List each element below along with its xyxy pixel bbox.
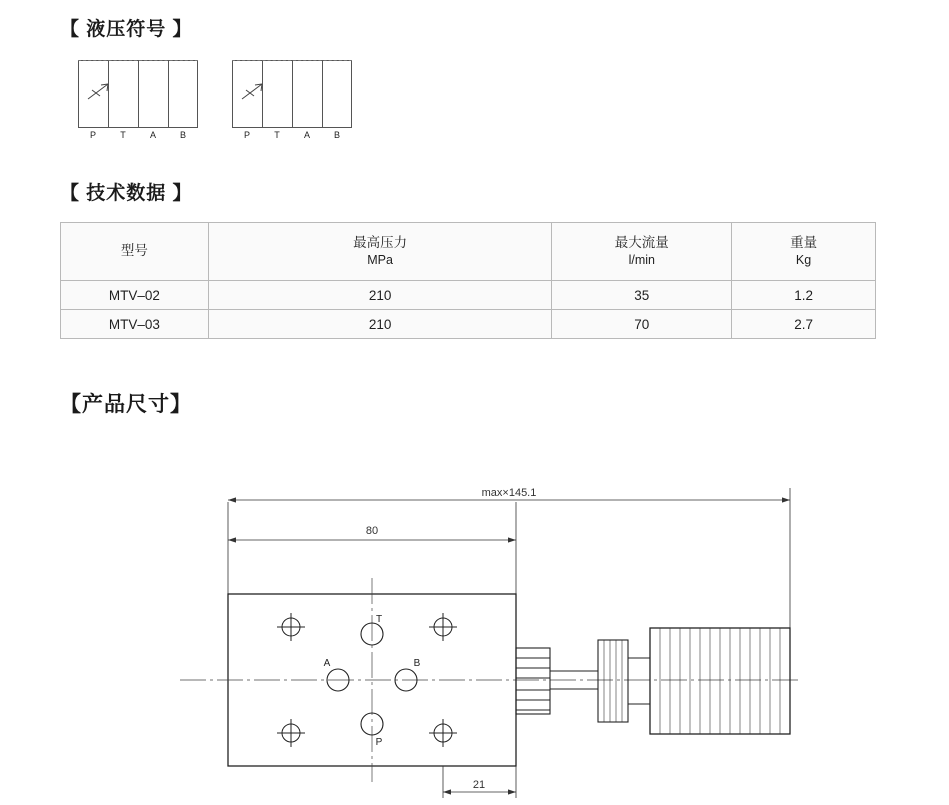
cell-weight: 2.7 bbox=[732, 310, 876, 339]
symbol-port-label-row bbox=[232, 130, 352, 144]
symbol-dashed-line bbox=[232, 60, 352, 61]
cell-max-pressure: 210 bbox=[208, 281, 552, 310]
cell-max-flow: 35 bbox=[552, 281, 732, 310]
table-header-model bbox=[61, 223, 209, 281]
cell-max-pressure: 210 bbox=[208, 310, 552, 339]
technical-data-table bbox=[60, 222, 876, 339]
section-heading-product-dimension: 【产品尺寸】 bbox=[60, 393, 192, 416]
dimension-label-overall: max×145.1 bbox=[481, 487, 537, 499]
header-main-text: 型号 bbox=[120, 243, 148, 259]
section-heading-technical-data: 【 技术数据 】 bbox=[60, 183, 193, 204]
port-label-b: B bbox=[179, 130, 187, 140]
port-label-a: A bbox=[149, 130, 157, 140]
symbol-throttle-arrow-icon bbox=[86, 82, 112, 102]
table-header-row bbox=[61, 223, 876, 281]
hydraulic-symbol-diagram-2 bbox=[232, 60, 352, 140]
symbol-divider bbox=[168, 60, 169, 128]
table-row bbox=[61, 281, 876, 310]
drawing-port-label-b: B bbox=[413, 658, 421, 669]
symbol-throttle-arrow-icon bbox=[240, 82, 266, 102]
cell-model: MTV–03 bbox=[61, 310, 209, 339]
symbol-divider bbox=[322, 60, 323, 128]
header-main-text: 重量 bbox=[790, 234, 818, 250]
symbol-port-label-row bbox=[78, 130, 198, 144]
drawing-port-label-a: A bbox=[323, 658, 331, 669]
table-row bbox=[61, 310, 876, 339]
table-header-max-flow bbox=[552, 223, 732, 281]
hydraulic-symbol-diagram-1 bbox=[78, 60, 198, 140]
cell-max-flow: 70 bbox=[552, 310, 732, 339]
table-header-max-pressure bbox=[208, 223, 552, 281]
cell-weight: 1.2 bbox=[732, 281, 876, 310]
header-sub-text: MPa bbox=[367, 253, 393, 268]
symbol-dashed-line bbox=[78, 60, 198, 61]
port-label-b: B bbox=[333, 130, 341, 140]
dimension-label-body-width: 80 bbox=[365, 525, 379, 537]
port-label-p: P bbox=[243, 130, 251, 140]
port-label-t: T bbox=[120, 130, 126, 140]
header-main-text: 最高压力 bbox=[353, 234, 408, 250]
header-main-text: 最大流量 bbox=[614, 234, 669, 250]
product-dimension-drawing bbox=[0, 452, 949, 805]
port-label-p: P bbox=[89, 130, 97, 140]
table-header-weight bbox=[732, 223, 876, 281]
cell-model: MTV–02 bbox=[61, 281, 209, 310]
section-heading-hydraulic-symbol: 【 液压符号 】 bbox=[60, 19, 193, 40]
port-label-a: A bbox=[303, 130, 311, 140]
header-sub-text: Kg bbox=[795, 253, 812, 268]
symbol-divider bbox=[138, 60, 139, 128]
drawing-port-label-p: P bbox=[375, 737, 383, 748]
dimension-label-bottom: 21 bbox=[472, 779, 486, 791]
drawing-port-label-t: T bbox=[375, 614, 383, 625]
header-sub-text: l/min bbox=[628, 253, 655, 268]
dimension-drawing-svg bbox=[0, 452, 949, 805]
symbol-divider bbox=[292, 60, 293, 128]
port-label-t: T bbox=[274, 130, 280, 140]
